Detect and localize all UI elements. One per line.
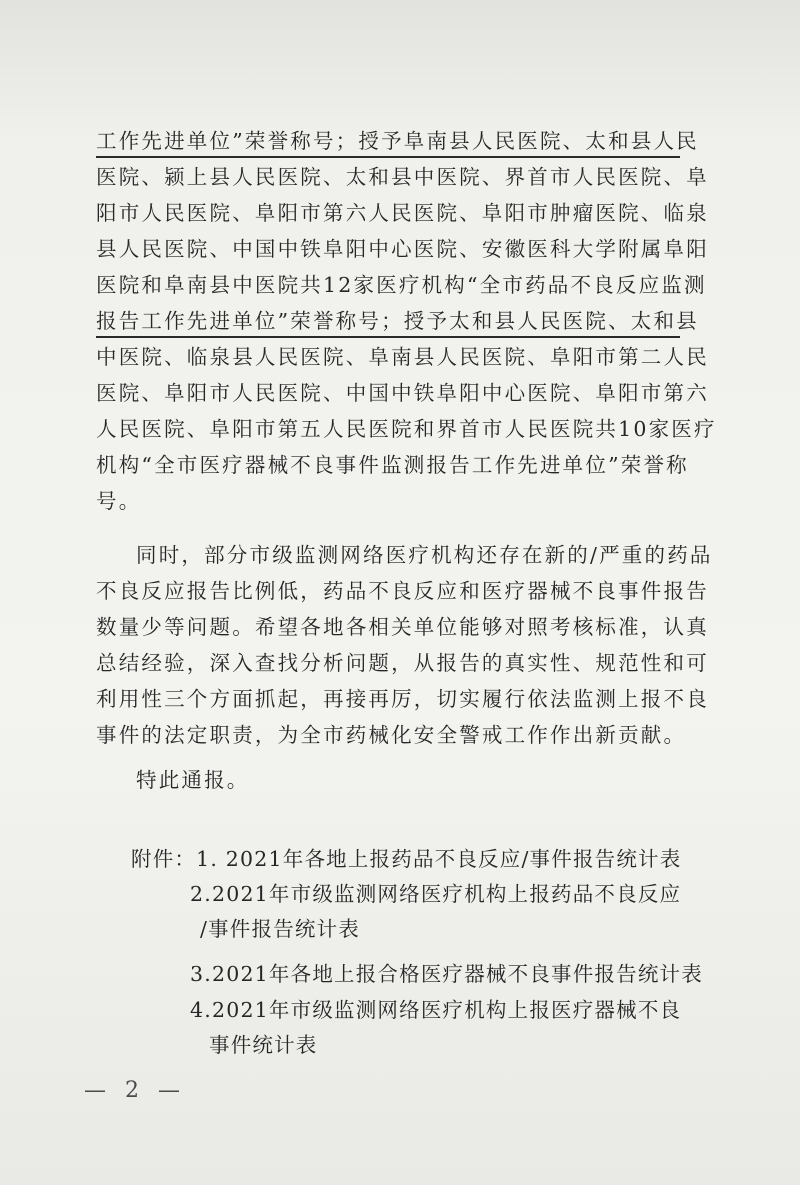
paragraph-line: 数量少等问题。希望各地各相关单位能够对照考核标准，认真 [96, 615, 709, 639]
body-line: 医院、阜阳市人民医院、中国中铁阜阳中心医院、阜阳市第六 [96, 381, 709, 405]
body-line: 阳市人民医院、阜阳市第六人民医院、阜阳市肿瘤医院、临泉 [96, 201, 709, 225]
body-line: 中医院、临泉县人民医院、阜南县人民医院、阜阳市第二人民 [96, 345, 709, 369]
attachment-item: 附件：1. 2021年各地上报药品不良反应/事件报告统计表 [131, 847, 682, 871]
body-line: 工作先进单位”荣誉称号；授予阜南县人民医院、太和县人民 [96, 127, 680, 158]
page-number: — 2 — [84, 1078, 186, 1103]
body-line: 人民医院、阜阳市第五人民医院和界首市人民医院共10家医疗 [96, 417, 717, 441]
body-line: 医院、颍上县人民医院、太和县中医院、界首市人民医院、阜 [96, 165, 709, 189]
attachment-item: 2.2021年市级监测网络医疗机构上报药品不良反应 [190, 882, 682, 906]
attachment-item: 4.2021年市级监测网络医疗机构上报医疗器械不良 [190, 998, 682, 1022]
paragraph-line: 总结经验，深入查找分析问题，从报告的真实性、规范性和可 [96, 651, 709, 675]
paragraph-line: 事件的法定职责，为全市药械化安全警戒工作作出新贡献。 [96, 723, 687, 747]
paragraph-line: 不良反应报告比例低，药品不良反应和医疗器械不良事件报告 [96, 579, 709, 603]
body-line: 号。 [96, 489, 142, 513]
paragraph-line: 同时，部分市级监测网络医疗机构还存在新的/严重的药品 [136, 543, 713, 567]
body-line: 医院和阜南县中医院共12家医疗机构“全市药品不良反应监测 [96, 273, 707, 297]
attachment-item: 3.2021年各地上报合格医疗器械不良事件报告统计表 [190, 962, 703, 986]
attachment-item: /事件报告统计表 [200, 917, 361, 941]
body-line: 县人民医院、中国中铁阜阳中心医院、安徽医科大学附属阜阳 [96, 237, 709, 261]
body-line: 机构“全市医疗器械不良事件监测报告工作先进单位”荣誉称 [96, 453, 689, 477]
attachment-item: 事件统计表 [209, 1033, 318, 1057]
closing-line: 特此通报。 [136, 768, 250, 792]
body-line: 报告工作先进单位”荣誉称号；授予太和县人民医院、太和县 [96, 307, 680, 338]
paragraph-line: 利用性三个方面抓起，再接再厉，切实履行依法监测上报不良 [96, 687, 709, 711]
